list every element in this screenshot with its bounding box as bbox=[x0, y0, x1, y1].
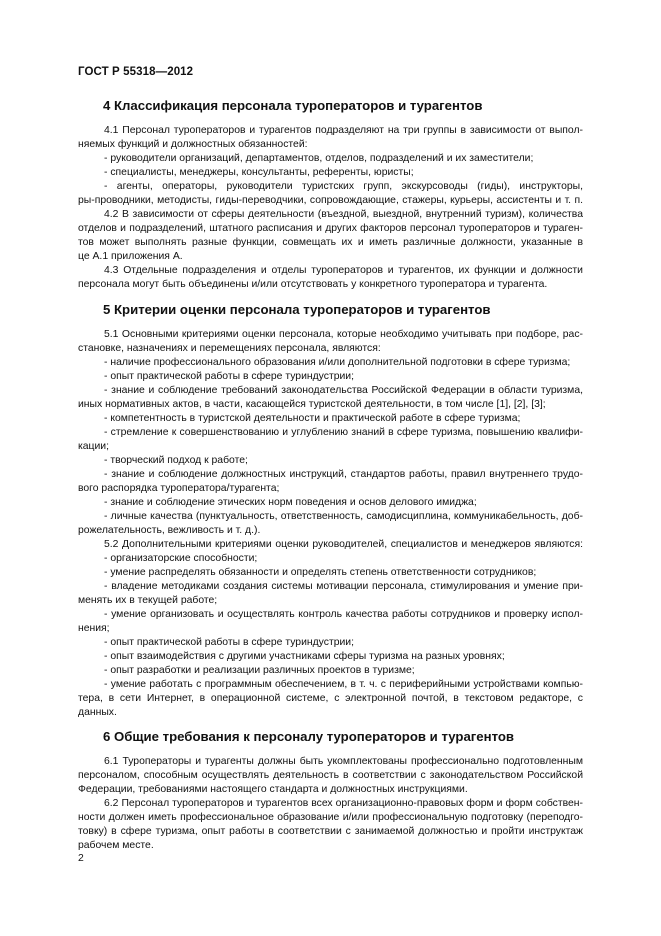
paragraph-line: иных нормативных актов, в части, касающейся туристской деятельности, в том числе [1], [2], [3]; bbox=[78, 399, 546, 410]
list-item: - знание и соблюдение должностных инструкций, стандартов работы, правил внутреннего трудо- bbox=[104, 469, 583, 480]
paragraph-line: 5.2 Дополнительными критериями оценки руководителей, специалистов и менеджеров являются: bbox=[104, 539, 583, 550]
paragraph-line: кации; bbox=[78, 441, 109, 452]
list-item: - владение методиками создания системы мотивации персонала, стимулирования и умение при- bbox=[104, 581, 583, 592]
paragraph-line: вого распорядка туроператора/турагента; bbox=[78, 483, 280, 494]
paragraph-line: ности должен иметь профессиональное образование и/или профессиональную подготовку (переподго- bbox=[78, 812, 583, 823]
paragraph-line: тов может выполнять разные функции, совмещать их и иметь различные должности, указанные в bbox=[78, 237, 583, 248]
paragraph-line: нения; bbox=[78, 623, 110, 634]
list-item: - опыт разработки и реализации различных проектов в туризме; bbox=[104, 665, 415, 676]
paragraph-line: становке, назначениях и перемещениях персонала, являются: bbox=[78, 343, 381, 354]
paragraph-line: 6.2 Персонал туроператоров и турагентов всех организационно-правовых форм и форм собствен- bbox=[104, 798, 583, 809]
document-header: ГОСТ Р 55318—2012 bbox=[78, 66, 194, 78]
paragraph-line: 6.1 Туроператоры и турагенты должны быть укомплектованы профессионально подготовленным bbox=[104, 756, 583, 767]
paragraph-line: 4.3 Отдельные подразделения и отделы туроператоров и турагентов, их функции и должности bbox=[104, 265, 583, 276]
list-item: - опыт практической работы в сфере туриндустрии; bbox=[104, 371, 354, 382]
paragraph-line: персонала могут быть объединены и/или отсутствовать у конкретного туроператора и турагента. bbox=[78, 279, 548, 290]
list-item: - творческий подход к работе; bbox=[104, 455, 248, 466]
paragraph-line: менять их в текущей работе; bbox=[78, 595, 218, 606]
section-4-heading: 4 Классификация персонала туроператоров и турагентов bbox=[103, 98, 483, 113]
paragraph-line: це А.1 приложения А. bbox=[78, 251, 183, 262]
paragraph-line: ры-проводники, методисты, гиды-переводчики, сопровождающие, стажеры, курьеры, ассистенты и т. п. bbox=[78, 195, 583, 206]
list-item: - компетентность в туристской деятельности и практической работе в сфере туризма; bbox=[104, 413, 521, 424]
list-item: - опыт практической работы в сфере туриндустрии; bbox=[104, 637, 354, 648]
list-item: - стремление к совершенствованию и углублению знаний в сфере туризма, повышению квалифи- bbox=[104, 427, 583, 438]
paragraph-line: 5.1 Основными критериями оценки персонала, которые необходимо учитывать при подборе, рас- bbox=[104, 329, 583, 340]
page-number: 2 bbox=[78, 853, 84, 864]
list-item: - умение работать с программным обеспечением, в т. ч. с периферийными устройствами компью- bbox=[104, 679, 583, 690]
list-item: - знание и соблюдение этических норм поведения и основ делового имиджа; bbox=[104, 497, 477, 508]
paragraph-line: рабочем месте. bbox=[78, 840, 154, 851]
paragraph-line: 4.2 В зависимости от сферы деятельности (въездной, выездной, внутренний туризм), количества bbox=[104, 209, 583, 220]
paragraph-line: няемых функций и должностных обязанностей: bbox=[78, 139, 308, 150]
list-item: - специалисты, менеджеры, консультанты, референты, юристы; bbox=[104, 167, 414, 178]
list-item: - организаторские способности; bbox=[104, 553, 258, 564]
paragraph-line: отделов и подразделений, штатного расписания и других факторов персонал туроператоров и тураген- bbox=[78, 223, 583, 234]
list-item: - руководители организаций, департаментов, отделов, подразделений и их заместители; bbox=[104, 153, 534, 164]
paragraph-line: товку) в сфере туризма, опыт работы в соответствии с занимаемой должностью и пройти инструктаж bbox=[78, 826, 583, 837]
paragraph-line: Федерации, требованиями настоящего стандарта и должностных инструкциями. bbox=[78, 784, 468, 795]
paragraph-line: 4.1 Персонал туроператоров и турагентов подразделяют на три группы в зависимости от выпол- bbox=[104, 125, 583, 136]
paragraph-line: рожелательность, вежливость и т. д.). bbox=[78, 525, 261, 536]
list-item: - личные качества (пунктуальность, ответственность, самодисциплина, коммуникабельность, доб- bbox=[104, 511, 583, 522]
list-item: - опыт взаимодействия с другими участниками сферы туризма на разных уровнях; bbox=[104, 651, 505, 662]
section-6-heading: 6 Общие требования к персоналу туроператоров и турагентов bbox=[103, 729, 515, 744]
list-item: - наличие профессионального образования и/или дополнительной подготовки в сфере туризма; bbox=[104, 357, 571, 368]
list-item: - умение организовать и осуществлять контроль качества работы сотрудников и проверку испол- bbox=[104, 609, 583, 620]
paragraph-line: тера, в сети Интернет, в операционной системе, с электронной почтой, в текстовом редакторе, с bbox=[78, 693, 583, 704]
list-item: - агенты, операторы, руководители туристских групп, экскурсоводы (гиды), инструкторы, bbox=[104, 181, 583, 192]
paragraph-line: данных. bbox=[78, 707, 117, 718]
list-item: - умение распределять обязанности и определять степень ответственности сотрудников; bbox=[104, 567, 537, 578]
section-5-heading: 5 Критерии оценки персонала туроператоров и турагентов bbox=[103, 302, 491, 317]
paragraph-line: персоналом, способным осуществлять деятельность в соответствии с законодательством Российской bbox=[78, 770, 583, 781]
list-item: - знание и соблюдение требований законодательства Российской Федерации в области туризма, bbox=[104, 385, 583, 396]
